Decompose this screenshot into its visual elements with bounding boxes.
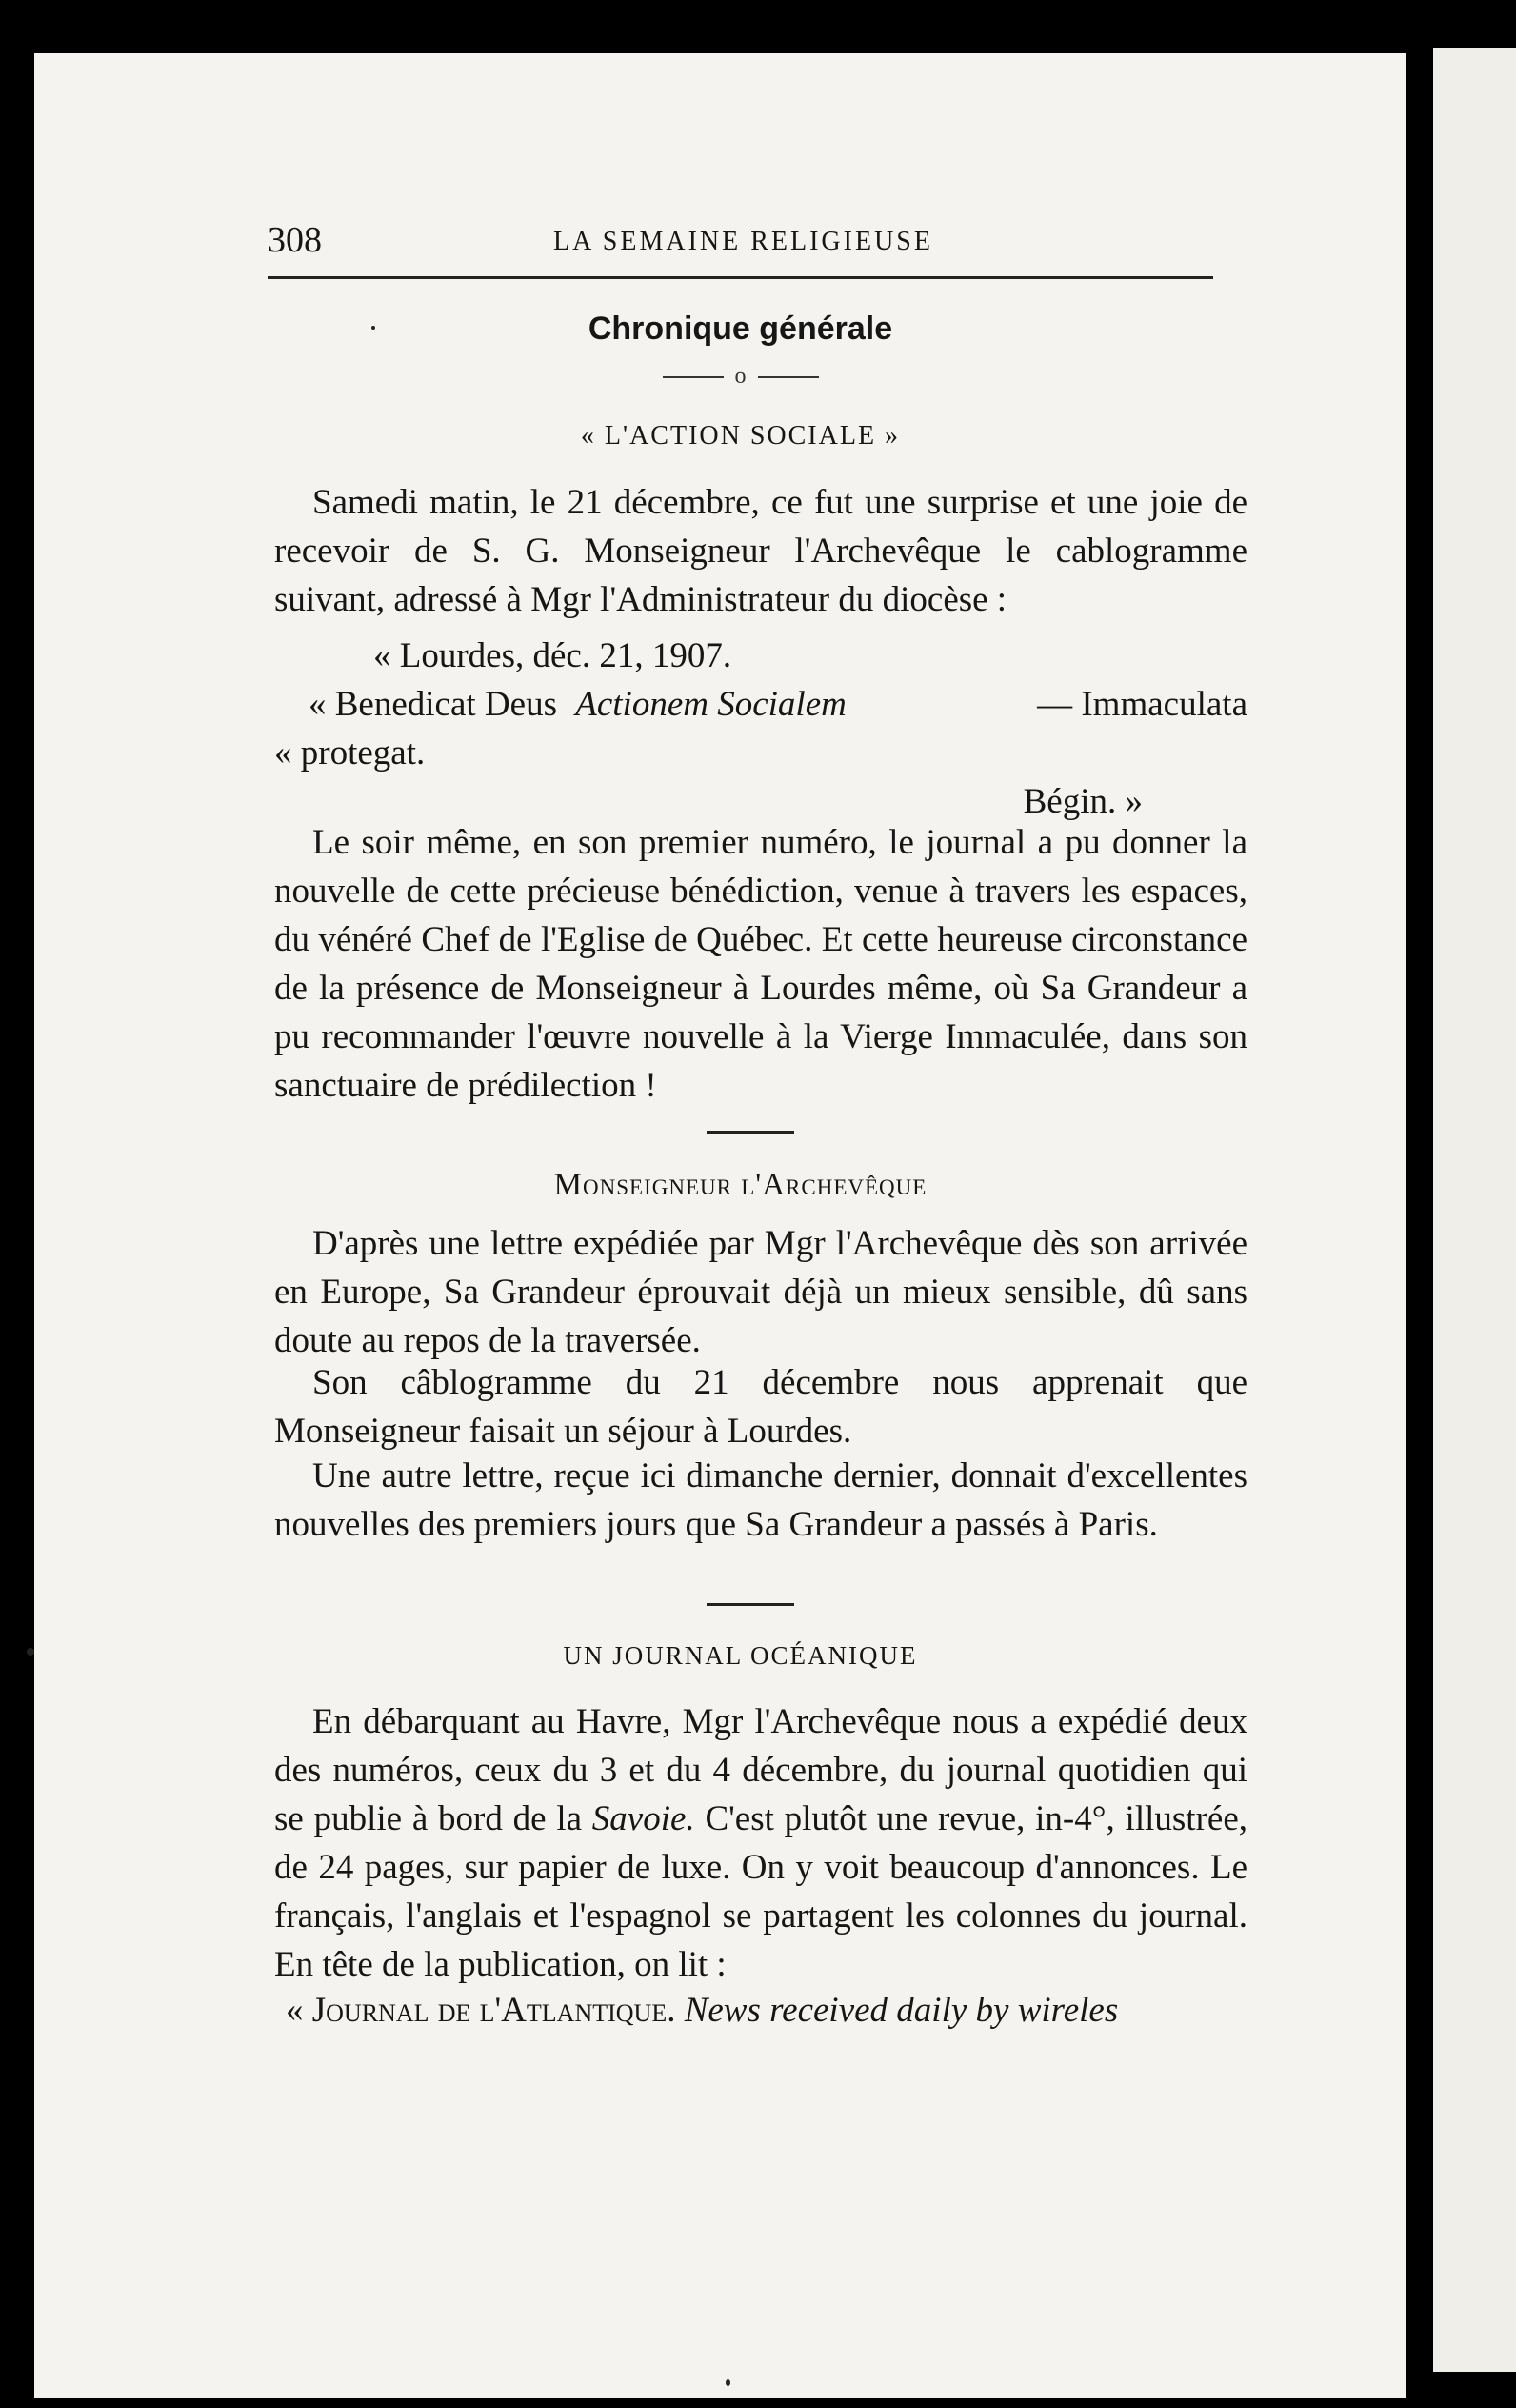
article-heading-action-sociale: « L'ACTION SOCIALE » xyxy=(580,421,901,451)
article-paragraph-cablegram: Son câblogramme du 21 décembre nous apprenait que Monseigneur faisait un séjour à Lourdes. xyxy=(274,1363,1247,1451)
scan-speck xyxy=(371,326,375,330)
masthead-open-quote: « xyxy=(286,1991,312,2030)
journal-text-end: C'est plutôt une revue, in-4°, illustrée, de 24 pages, sur papier de luxe. On y voit beaucoup d'annonces. Le français, l'anglais et l'espagnol se partagent les colonnes du journal. En tête de la publication, on lit : xyxy=(274,1799,1247,1984)
scan-speck xyxy=(27,1648,34,1656)
ornament-circle: o xyxy=(734,364,747,389)
facing-page-edge xyxy=(1433,48,1516,2372)
article-heading-journal: UN JOURNAL OCÉANIQUE xyxy=(563,1641,918,1670)
ornament-rule-left xyxy=(663,376,724,378)
scan-speck xyxy=(726,2379,730,2386)
telegram-continuation: « protegat. xyxy=(274,733,426,773)
masthead-title: Journal de l'Atlantique. xyxy=(311,1991,676,2030)
article-paragraph-paris: Une autre lettre, reçue ici dimanche dernier, donnait d'excellentes nouvelles des premiers jours que Sa Grandeur a passés à Paris. xyxy=(274,1456,1247,1544)
running-head xyxy=(268,219,1213,279)
article-paragraph-body: Le soir même, en son premier numéro, le journal a pu donner la nouvelle de cette précieuse bénédiction, venue à travers les espaces, du vénéré Chef de l'Eglise de Québec. Et cette heureuse circonstance de la présence de Monseigneur à Lourdes même, où Sa Grandeur a pu recommander l'œuvre nouvelle à la Vierge Immaculée, dans son sanctuaire de prédilection ! xyxy=(274,823,1247,1105)
title-ornament xyxy=(268,364,1213,390)
article-paragraph-letter: D'après une lettre expédiée par Mgr l'Archevêque dès son arrivée en Europe, Sa Grandeur éprouvait déjà un mieux sensible, dû sans doute au repos de la traversée. xyxy=(274,1224,1247,1360)
page-number: 308 xyxy=(268,220,322,260)
benediction-start: « Benedicat Deus xyxy=(309,685,567,724)
telegram-benediction xyxy=(274,680,1247,729)
journal-text-start: En débarquant au Havre, Mgr l'Archevêque nous a expédié deux des numéros, ceux du 3 et du 4 décembre, du journal quotidien qui se publie à bord de la xyxy=(274,1702,1247,1838)
article-paragraph-intro: Samedi matin, le 21 décembre, ce fut une surprise et une joie de recevoir de S. G. Monseigneur l'Archevêque le cablogramme suivant, adressé à Mgr l'Administrateur du diocèse : xyxy=(274,483,1247,619)
section-divider-2 xyxy=(707,1603,794,1606)
article-heading-archeveque: Monseigneur l'Archevêque xyxy=(553,1168,928,1202)
telegram-dateline: « Lourdes, déc. 21, 1907. xyxy=(373,636,732,675)
running-title: LA SEMAINE RELIGIEUSE xyxy=(553,227,933,256)
section-divider-1 xyxy=(707,1131,794,1134)
article-paragraph-journal xyxy=(274,1697,1247,1989)
telegram-signature: Bégin. » xyxy=(1023,782,1143,821)
section-title: Chronique générale xyxy=(588,311,893,347)
benediction-italic: Actionem Socialem xyxy=(575,685,847,724)
benediction-end: — Immaculata xyxy=(1027,685,1247,724)
ship-name: Savoie. xyxy=(591,1799,695,1838)
ornament-rule-right xyxy=(758,376,819,378)
journal-masthead-quote xyxy=(286,1986,1259,2035)
masthead-tagline: News received daily by wireles xyxy=(675,1991,1119,2030)
telegram-quote xyxy=(274,632,1247,826)
